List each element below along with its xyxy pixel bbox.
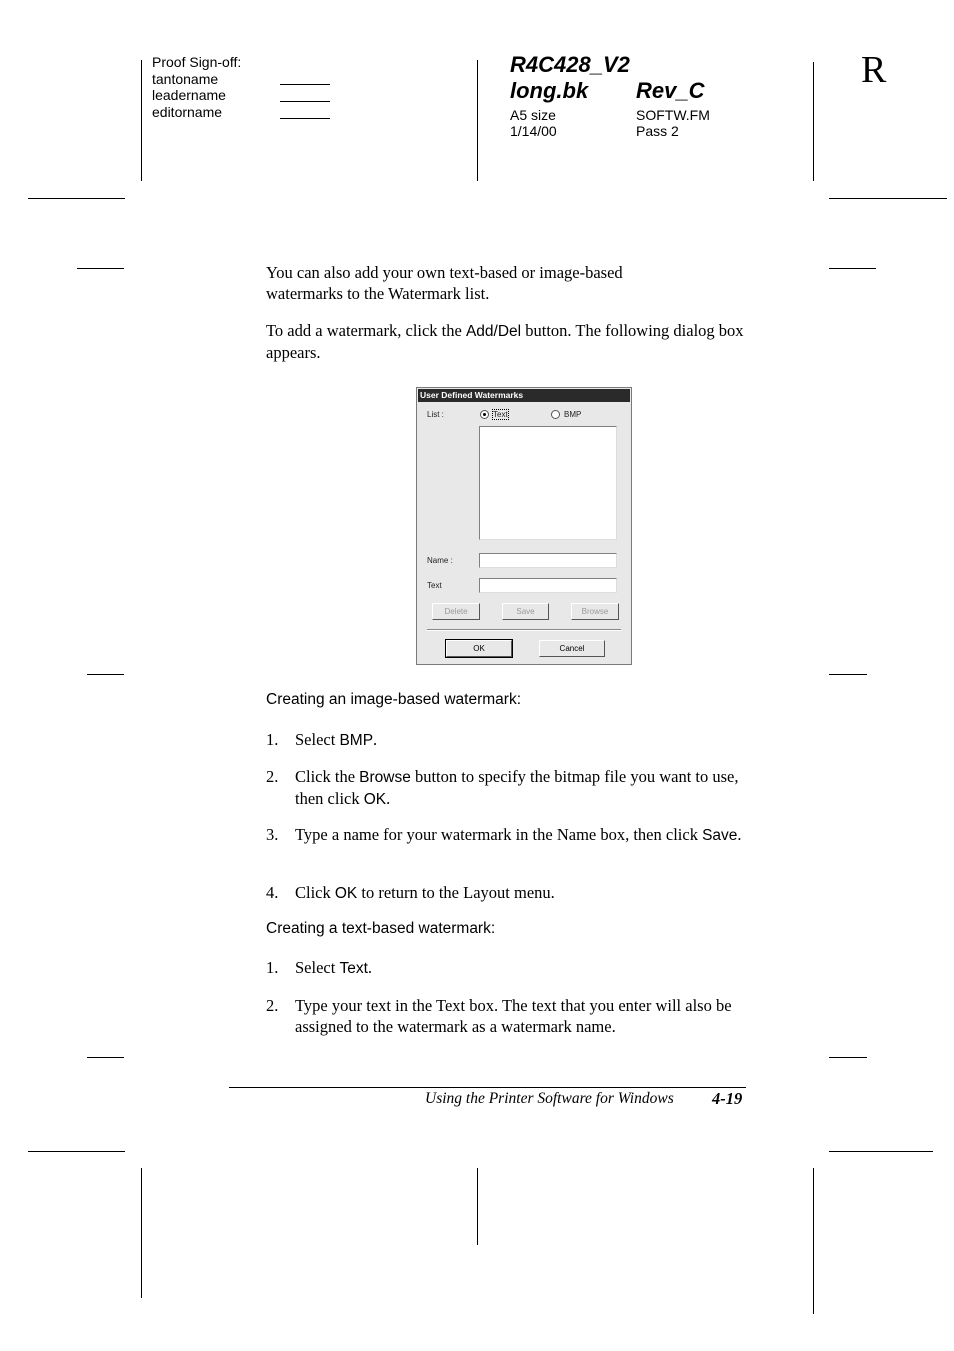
step-text-end: .	[373, 730, 378, 749]
crop-mark	[477, 1168, 478, 1245]
crop-mark	[87, 674, 124, 675]
add-del-label: Add/Del	[465, 323, 522, 340]
text-label: Text	[427, 581, 442, 590]
image-step-2	[266, 766, 756, 810]
crop-mark	[77, 268, 124, 269]
browse-button[interactable]: Browse	[571, 603, 619, 620]
step-number: 1.	[266, 958, 279, 977]
text-option-label: Text	[339, 960, 368, 977]
step-text: Click the	[295, 767, 360, 786]
signoff-leader: leadername	[152, 87, 226, 103]
radio-bmp[interactable]	[551, 410, 560, 419]
text-step-1	[266, 957, 756, 979]
step-text: Type a name for your watermark in the Name box, then click	[295, 825, 703, 844]
doc-code: R4C428_V2	[510, 52, 630, 77]
crop-mark	[141, 1168, 142, 1298]
radio-bmp-label[interactable]: BMP	[564, 410, 582, 419]
image-watermark-heading: Creating an image-based watermark:	[266, 691, 522, 708]
name-input[interactable]	[479, 553, 617, 568]
delete-button[interactable]: Delete	[432, 603, 480, 620]
page-size: A5 size	[510, 107, 556, 123]
revision: Rev_C	[636, 78, 705, 103]
corner-letter: R	[861, 49, 887, 91]
image-step-1	[266, 729, 756, 751]
signoff-block	[152, 54, 241, 120]
step-text-end: to return to the Layout menu.	[357, 883, 555, 902]
crop-mark	[829, 268, 876, 269]
step-number: 4.	[266, 883, 279, 902]
step-number: 2.	[266, 767, 279, 786]
crop-mark	[829, 1151, 933, 1152]
image-step-3	[266, 824, 756, 846]
step-text-end: .	[367, 958, 373, 977]
cancel-button[interactable]: Cancel	[539, 640, 605, 657]
crop-mark	[87, 1057, 124, 1058]
intro2-text-end: button. The following dialog box appears.	[266, 321, 744, 362]
step-number: 3.	[266, 825, 279, 844]
signoff-title: Proof Sign-off:	[152, 54, 242, 70]
crop-mark	[28, 1151, 125, 1152]
crop-mark	[28, 198, 125, 199]
dialog-title: User Defined Watermarks	[418, 389, 630, 402]
step-text: Type your text in the Text box. The text that you enter will also be assigned to the watermark as a watermark name.	[295, 996, 732, 1036]
footer-rule	[229, 1087, 746, 1088]
step-number: 2.	[266, 996, 279, 1015]
user-defined-watermarks-dialog	[416, 387, 632, 665]
signoff-line	[280, 84, 330, 85]
crop-mark	[477, 60, 478, 181]
save-button[interactable]: Save	[502, 603, 549, 620]
text-watermark-heading: Creating a text-based watermark:	[266, 920, 496, 937]
step-text: Select	[295, 730, 340, 749]
step-text-end: .	[386, 789, 391, 808]
file-name: SOFTW.FM	[636, 107, 710, 123]
footer-chapter: Using the Printer Software for Windows	[425, 1090, 674, 1107]
radio-text[interactable]	[480, 410, 489, 419]
list-label: List :	[427, 410, 444, 419]
crop-mark	[813, 1168, 814, 1314]
book-name: long.bk	[510, 78, 589, 103]
text-input[interactable]	[479, 578, 617, 593]
signoff-line	[280, 101, 330, 102]
signoff-editor: editorname	[152, 103, 223, 120]
name-label: Name :	[427, 556, 453, 565]
crop-mark	[829, 674, 867, 675]
pass-number: Pass 2	[636, 123, 679, 139]
crop-mark	[829, 198, 947, 199]
step-text-end: .	[737, 825, 742, 844]
doc-date: 1/14/00	[510, 123, 557, 139]
watermark-list[interactable]	[479, 426, 617, 540]
step-text: Select	[295, 958, 340, 977]
ok-label: OK	[363, 791, 387, 808]
image-step-4	[266, 882, 756, 904]
step-text-middle: button to specify the bitmap file you want to use, then click	[295, 767, 739, 808]
step-text: Click	[295, 883, 335, 902]
browse-label: Browse	[359, 769, 411, 786]
crop-mark	[141, 60, 142, 181]
signoff-line	[280, 118, 330, 119]
page-number: 4-19	[712, 1089, 743, 1108]
save-label: Save	[702, 827, 738, 844]
bmp-label: BMP	[339, 732, 374, 749]
text-step-2	[266, 995, 756, 1037]
crop-mark	[829, 1057, 867, 1058]
step-number: 1.	[266, 730, 279, 749]
ok-label: OK	[334, 885, 358, 902]
intro2-text: To add a watermark, click the	[266, 321, 466, 340]
ok-button[interactable]: OK	[446, 640, 512, 657]
radio-text-label[interactable]: Text	[493, 410, 508, 419]
intro-paragraph-2	[266, 320, 746, 363]
dialog-separator	[427, 629, 621, 631]
crop-mark	[813, 62, 814, 181]
signoff-tanto: tantoname	[152, 70, 219, 87]
intro-paragraph-1: You can also add your own text-based or image-based watermarks to the Watermark list.	[266, 263, 623, 303]
